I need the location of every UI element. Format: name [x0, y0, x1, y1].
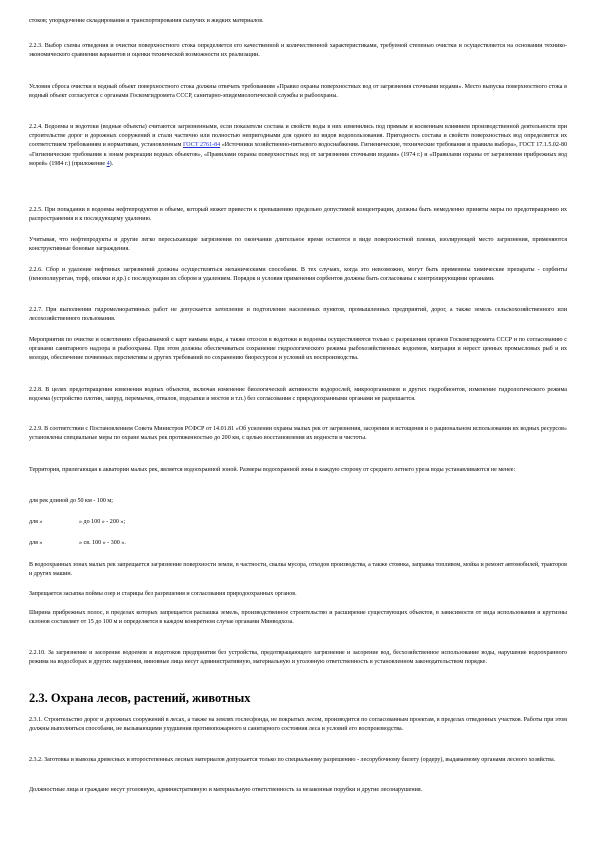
- paragraph: Учитывая, что нефтепродукты и другие легко пересыхающие загрязнения по окончании длительное время остаются в виде поверхностной пленки, изолирующей место загрязнения, применяются конструктивные боновые заграждения.: [29, 237, 567, 253]
- gost-link[interactable]: ГОСТ 2761-84: [182, 142, 221, 149]
- paragraph: Запрещается засыпка поймы озер и старицы без разрешения и согласования природоохранных органов.: [29, 591, 297, 597]
- paragraph-2-3-1: 2.3.1. Строительство дорог и дорожных сооружений в лесах, а также на землях гослесфонда, не покрытых лесом, производится по согласованным проектам, в пределах отведенных участков. Работы при этом должны выполняться способами, не вызывающими ухудшения противопожарного и санитарного состояния леса и условий его воспроизводства.: [29, 717, 567, 733]
- paragraph: Ширина прибрежных полос, в пределах которых запрещается распашка земель, производственное строительство и расширение существующих объектов, в зависимости от вида использования и крутизны склонов составляет от 15 до 100 м и определяется в каждом конкретном случае органами Минводхоза.: [29, 610, 567, 626]
- paragraph-2-2-10: 2.2.10. За загрязнение и засорение водоемов и водотоков предприятия без устройства, предотвращающего загрязнение и засорение вод, бесхозяйственное использование воды, нарушение водоохранного режима на водосборах и других нарушения, виновные лица несут административную, материальную и уголовную ответственность в установленном законодательством порядке.: [29, 650, 567, 666]
- list-item-text: для »: [29, 519, 43, 525]
- paragraph-2-2-4: [29, 123, 567, 169]
- paragraph: Условия сброса очистки в водный объект поверхностного стока должны отвечать требованиям «Правил охраны поверхностных вод от загрязнения сточными водами». Место выпуска поверхностного стока в водный объект согласуется с органами Госкомгидромета СССР, санитарно-эпидемиологической службы и рыбоохраны.: [29, 84, 567, 100]
- paragraph: стоков; упорядочение складирования и транспортирования сыпучих и жидких материалов.: [29, 18, 264, 24]
- paragraph: Территория, прилегающая к акватории малых рек, является водоохранной зоной. Размеры водоохранной зоны в каждую сторону от среднего летнего уреза воды устанавливаются не менее:: [29, 467, 516, 473]
- paragraph-2-3-2: 2.3.2. Заготовка и вывозка древесных и второстепенных лесных материалов допускается только по специальному разрешению - лесорубочному билету (ордеру), выдаваемому органами лесного хозяйства.: [29, 757, 556, 763]
- list-item-text: для рек длиной до 50 км - 100 м;: [29, 498, 113, 504]
- appendix-link[interactable]: 4: [106, 160, 110, 167]
- paragraph-2-2-8: 2.2.8. В целях предотвращения изменения водных объектов, включая изменение биологической активности водорослей, микроорганизмов и других гидробионтов, изменение гидрологического режима водоема (устройство плотин, запруд, перемычек, отвалов, подсыпки и мостов и т.п.) без согласования с природоохранными органами не разрешается.: [29, 387, 567, 403]
- paragraph-text: «Источники хозяйственно-питьевого водоснабжения. Гигиенические, технические требования и правила выбора», ГОСТ 17.1.5.02-80 «Гигиенические требования к зонам рекреации водных объектов», «Правилами охраны поверхностных вод от загрязнения сточными водами» (1974 г.) и «Правилами охраны от загрязнения прибрежных вод морей» (1984 г.) (приложение: [29, 142, 567, 167]
- paragraph-text: 2.2.4. Водоемы и водотоки (водные объекты) считаются загрязненными, если показатели состава и свойств воды в них изменились под прямым и косвенным влиянием производственной деятельности при строительстве дорог и дорожных сооружений и стали частично или полностью непригодными для одного из видов водопользования. Пригодность состава и свойств поверхностных вод определяется их соответствием требованиям и нормативам, установленным: [29, 124, 567, 149]
- list-item-text: для »: [29, 540, 43, 546]
- paragraph: В водоохранных зонах малых рек запрещается загрязнение поверхности земли, в частности, свалка мусора, отходов производства, а также стоянка, заправка топливом, мойка и ремонт автомобилей, тракторов и других машин.: [29, 562, 567, 578]
- list-item-text: » до 100 » - 200 »;: [79, 519, 126, 525]
- paragraph-2-2-9: 2.2.9. В соответствии с Постановлением Совета Министров РСФСР от 14.01.81 «Об усилении охраны малых рек от загрязнения, засорения и истощения и о рациональном использовании их водных ресурсов» установлены специальные меры по охране малых рек протяженностью до 200 км, с целью восстановления их водности и чистоты.: [29, 426, 567, 442]
- paragraph-2-2-5: 2.2.5. При попадании в водоемы нефтепродуктов в объеме, который может привести к превышению предельно допустимой концентрации, должны быть немедленно приняты меры по предотвращению их распространения и к последующему удалению.: [29, 207, 567, 223]
- paragraph: Должностные лица и граждане несут уголовную, административную и материальную ответственность за незаконные порубки и другие лесонарушения.: [29, 787, 423, 793]
- paragraph-text: ).: [109, 160, 114, 167]
- paragraph-2-2-6: 2.2.6. Сбор и удаление нефтяных загрязнений должны осуществляться механическими способами. В тех случаях, когда это невозможно, могут быть применены химические препараты - сорбенты (пенополиуретан, торф, опилки и др.) с последующим их сбором и удалением. Порядок и условия применения сорбентов должны быть согласованы с контролирующими органами.: [29, 267, 567, 283]
- section-heading: 2.3. Охрана лесов, растений, животных: [29, 691, 251, 705]
- paragraph-2-2-7: 2.2.7. При выполнении гидромелиоративных работ не допускается затопление и подтопление населенных пунктов, промышленных предприятий, дорог, а также земель сельскохозяйственного или лесохозяйственного пользования.: [29, 307, 567, 323]
- paragraph: Мероприятия по очистке и осветлению сбрасываемой с карт намыва воды, а также отсосов в водотоки и водоемы осуществляются только с разрешения органов Госкомгидромета СССР и по согласованию с органами санитарного надзора и рыбоохраны. При этом должны обеспечиваться сохранение гидрологического режима рыбохозяйственных водоемов, миграция и нерест ценных промысловых рыб и их молоди, обеспечение почвенных перспективы и других требований по сохранению биоресурсов и условий их воспроизводства.: [29, 337, 567, 362]
- paragraph-2-2-3: 2.2.3. Выбор схемы отведения и очистки поверхностного стока определяется его качественной и количественной характеристиками, требуемой степенью очистки и осуществляется на основании технико-экономического сравнения вариантов и оценки технической возможности их реализации.: [29, 43, 567, 59]
- list-item-text: » св. 100 » - 300 ».: [79, 540, 126, 546]
